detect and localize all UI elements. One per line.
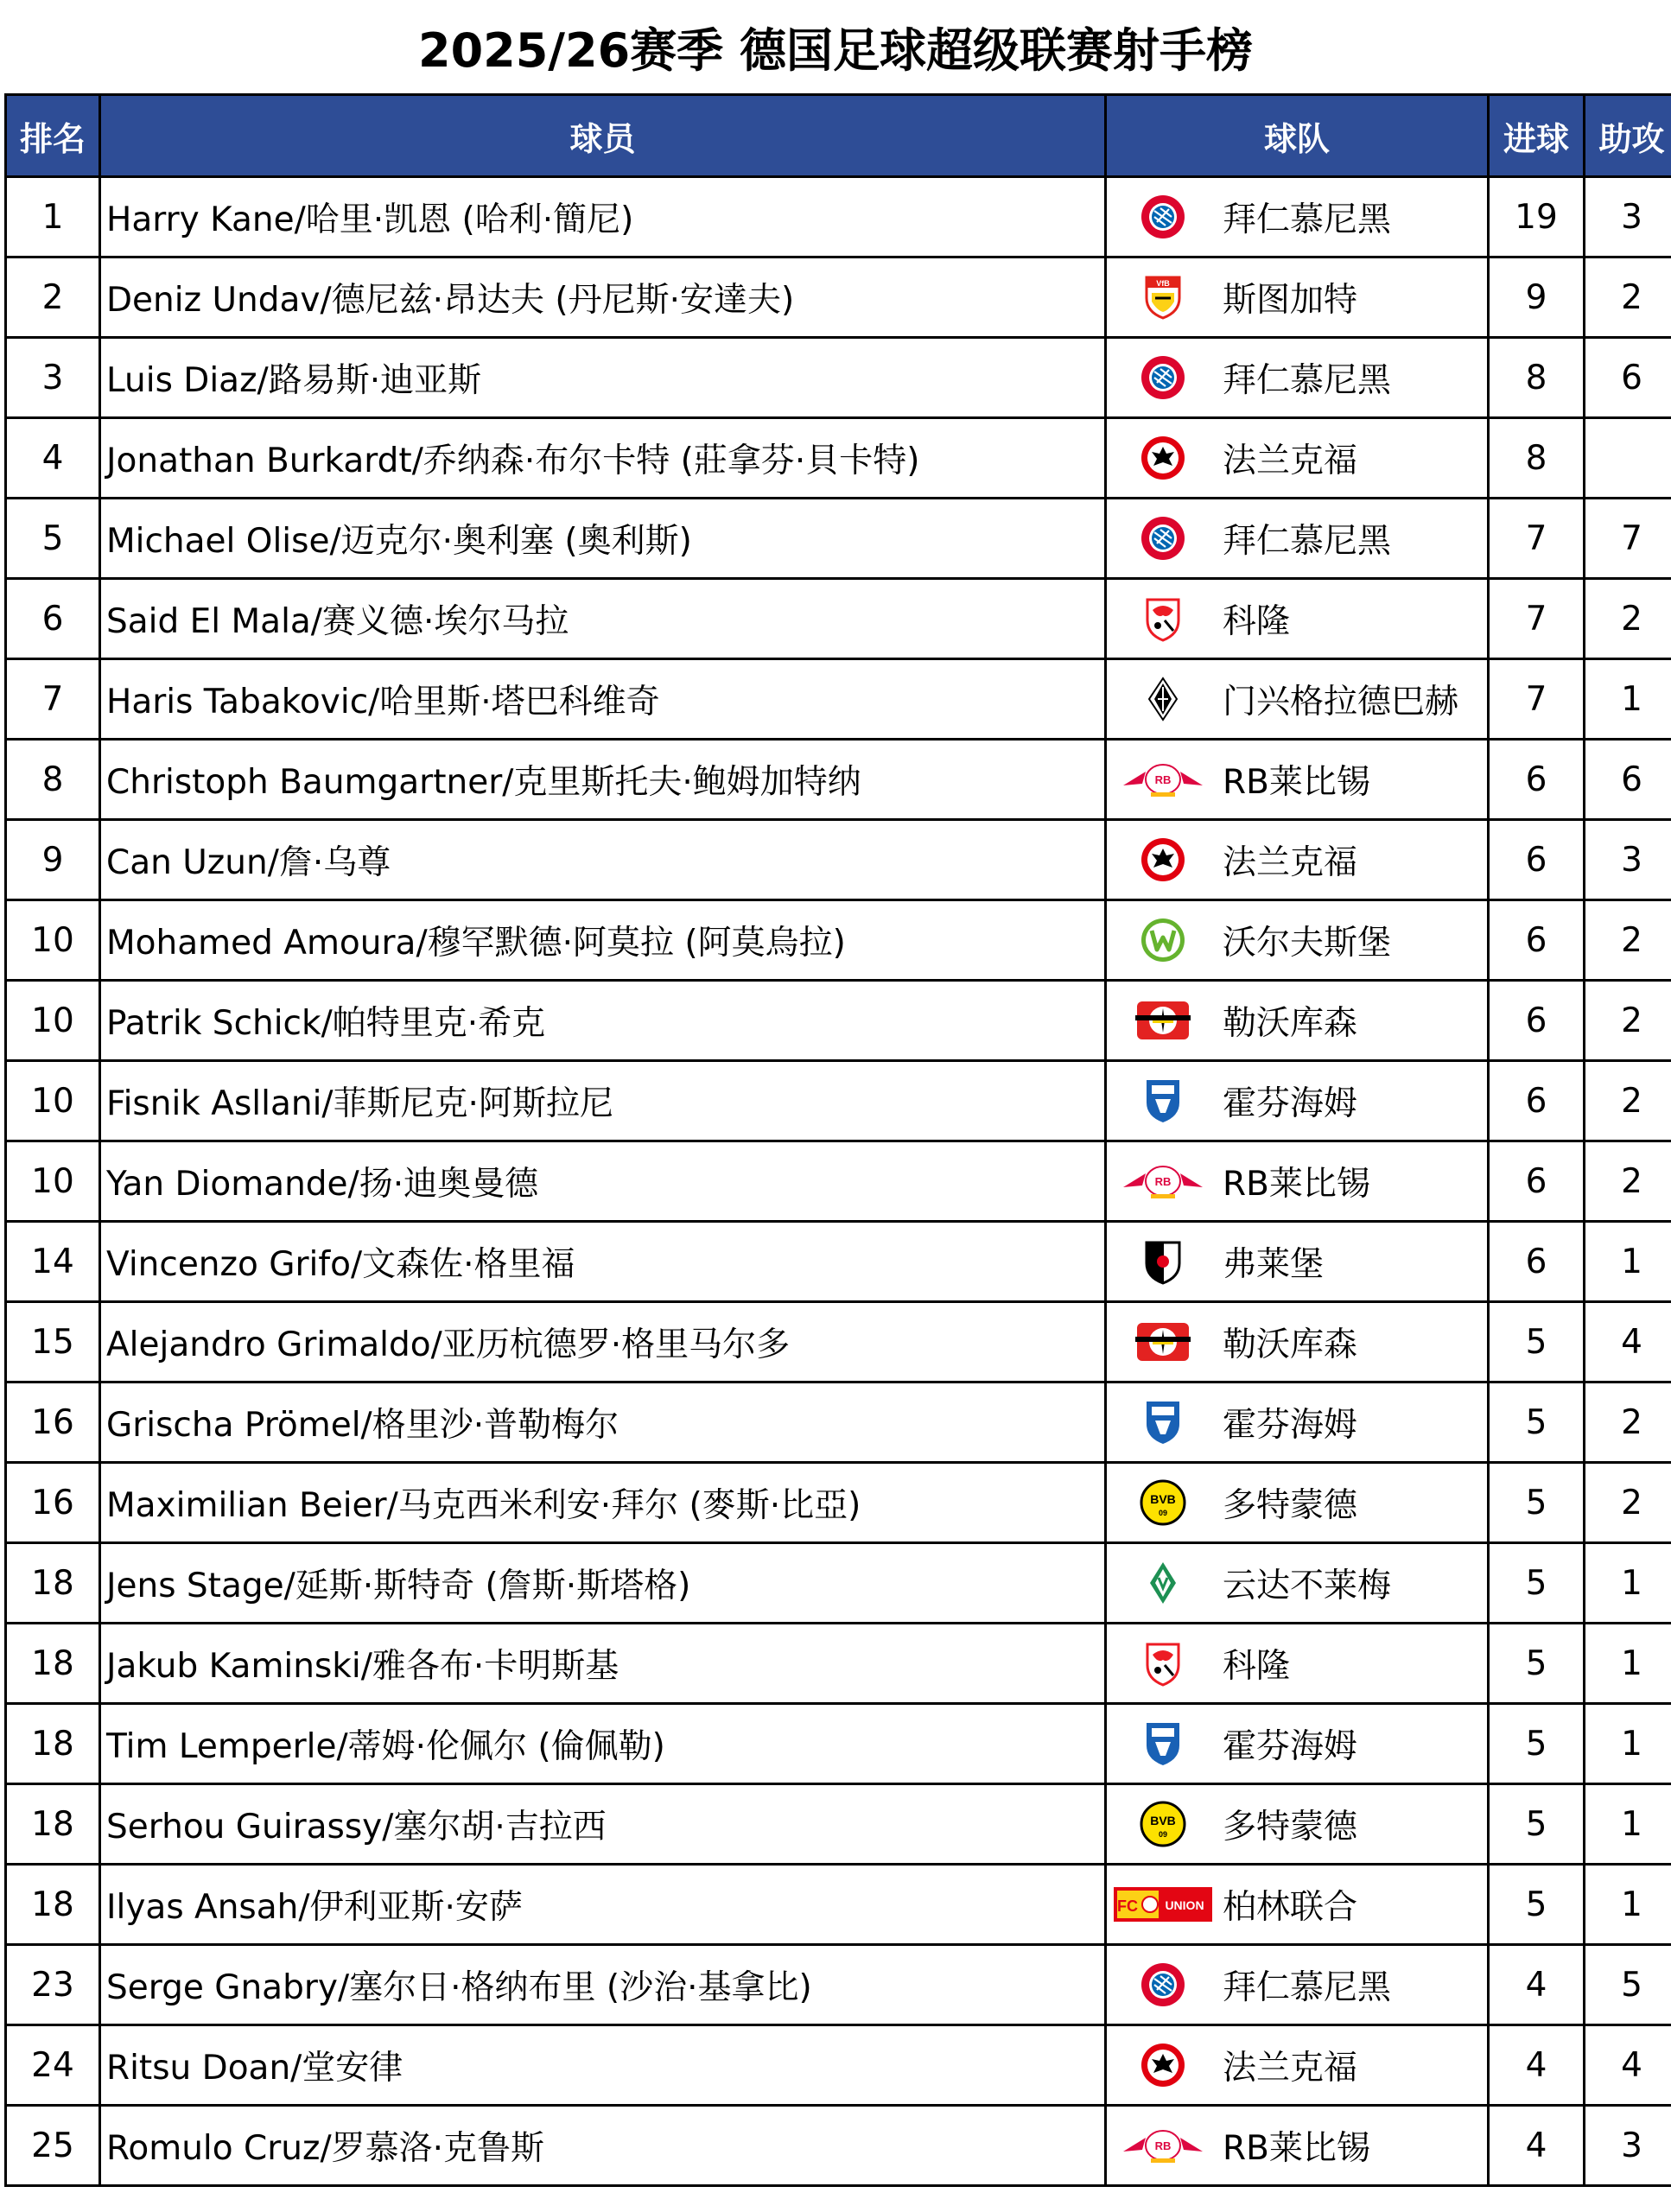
gladbach-icon: [1107, 675, 1219, 723]
team-cell: [1106, 1624, 1489, 1704]
table-row: [6, 2106, 1671, 2186]
rank-cell: 18: [6, 1865, 100, 1945]
team-cell: [1106, 177, 1489, 257]
assists-cell: 6: [1585, 338, 1671, 418]
assists-cell: 5: [1585, 1945, 1671, 2025]
stuttgart-icon: [1107, 274, 1219, 321]
bremen-icon: [1107, 1559, 1219, 1607]
rank-cell: 23: [6, 1945, 100, 2025]
assists-cell: 3: [1585, 2106, 1671, 2186]
rank-cell: 7: [6, 659, 100, 740]
team-name: 法兰克福: [1223, 2049, 1358, 2088]
assists-cell: 2: [1585, 579, 1671, 659]
player-cell: Fisnik Asllani/菲斯尼克·阿斯拉尼: [100, 1061, 1106, 1141]
goals-cell: 7: [1489, 579, 1585, 659]
rank-cell: 16: [6, 1382, 100, 1463]
team-cell: [1106, 1543, 1489, 1624]
rank-cell: 3: [6, 338, 100, 418]
table-row: [6, 338, 1671, 418]
rank-cell: 14: [6, 1222, 100, 1302]
player-cell: Ilyas Ansah/伊利亚斯·安萨: [100, 1865, 1106, 1945]
frankfurt-icon: [1107, 435, 1219, 481]
leverkusen-icon: [1107, 996, 1219, 1045]
hoffenheim-icon: [1107, 1398, 1219, 1446]
goals-cell: 4: [1489, 2025, 1585, 2106]
assists-cell: 2: [1585, 257, 1671, 338]
team-cell: [1106, 740, 1489, 820]
table-row: [6, 659, 1671, 740]
rank-cell: 24: [6, 2025, 100, 2106]
goals-cell: 8: [1489, 338, 1585, 418]
header-team: 球队: [1106, 95, 1489, 177]
team-name: RB莱比锡: [1223, 1165, 1370, 1204]
team-name: 斯图加特: [1223, 281, 1358, 320]
rank-cell: 5: [6, 499, 100, 579]
team-cell: [1106, 1463, 1489, 1543]
player-cell: Ritsu Doan/堂安律: [100, 2025, 1106, 2106]
table-row: [6, 1061, 1671, 1141]
assists-cell: 1: [1585, 1624, 1671, 1704]
table-row: [6, 418, 1671, 499]
team-name: 拜仁慕尼黑: [1223, 522, 1392, 561]
goals-cell: 6: [1489, 740, 1585, 820]
player-cell: Luis Diaz/路易斯·迪亚斯: [100, 338, 1106, 418]
player-cell: Maximilian Beier/马克西米利安·拜尔 (麥斯·比亞): [100, 1463, 1106, 1543]
assists-cell: 2: [1585, 1061, 1671, 1141]
team-cell: [1106, 499, 1489, 579]
team-cell: [1106, 1382, 1489, 1463]
team-cell: [1106, 579, 1489, 659]
team-name: 拜仁慕尼黑: [1223, 1968, 1392, 2007]
frankfurt-icon: [1107, 836, 1219, 883]
table-row: [6, 177, 1671, 257]
team-cell: [1106, 1945, 1489, 2025]
table-row: [6, 1382, 1671, 1463]
table-row: [6, 900, 1671, 981]
table-row: [6, 1463, 1671, 1543]
team-name: 多特蒙德: [1223, 1486, 1358, 1525]
table-header-row: [6, 95, 1671, 177]
goals-cell: 6: [1489, 1141, 1585, 1222]
team-cell: [1106, 1222, 1489, 1302]
team-name: 科隆: [1223, 602, 1291, 641]
table-row: [6, 257, 1671, 338]
leipzig-icon: [1107, 760, 1219, 799]
player-cell: Can Uzun/詹·乌尊: [100, 820, 1106, 900]
koln-icon: [1107, 1639, 1219, 1688]
bayern-icon: [1107, 354, 1219, 401]
goals-cell: 6: [1489, 900, 1585, 981]
rank-cell: 10: [6, 981, 100, 1061]
player-cell: Christoph Baumgartner/克里斯托夫·鲍姆加特纳: [100, 740, 1106, 820]
rank-cell: 10: [6, 1061, 100, 1141]
bayern-icon: [1107, 1961, 1219, 2008]
rank-cell: 1: [6, 177, 100, 257]
team-cell: [1106, 1784, 1489, 1865]
rank-cell: 6: [6, 579, 100, 659]
team-cell: [1106, 2106, 1489, 2186]
team-cell: [1106, 1141, 1489, 1222]
player-cell: Michael Olise/迈克尔·奥利塞 (奧利斯): [100, 499, 1106, 579]
leipzig-icon: [1107, 1161, 1219, 1201]
player-cell: Serge Gnabry/塞尔日·格纳布里 (沙治·基拿比): [100, 1945, 1106, 2025]
goals-cell: 6: [1489, 1061, 1585, 1141]
bayern-icon: [1107, 194, 1219, 240]
player-cell: Harry Kane/哈里·凯恩 (哈利·簡尼): [100, 177, 1106, 257]
goals-cell: 19: [1489, 177, 1585, 257]
header-player: 球员: [100, 95, 1106, 177]
rank-cell: 10: [6, 1141, 100, 1222]
player-cell: Tim Lemperle/蒂姆·伦佩尔 (倫佩勒): [100, 1704, 1106, 1784]
player-cell: Jakub Kaminski/雅各布·卡明斯基: [100, 1624, 1106, 1704]
goals-cell: 4: [1489, 1945, 1585, 2025]
team-cell: [1106, 1704, 1489, 1784]
svg-text:VfB: VfB: [1156, 279, 1170, 288]
assists-cell: 1: [1585, 1222, 1671, 1302]
goals-cell: 5: [1489, 1382, 1585, 1463]
goals-cell: 6: [1489, 981, 1585, 1061]
goals-cell: 9: [1489, 257, 1585, 338]
team-name: 法兰克福: [1223, 442, 1358, 480]
assists-cell: [1585, 418, 1671, 499]
player-cell: Vincenzo Grifo/文森佐·格里福: [100, 1222, 1106, 1302]
rank-cell: 16: [6, 1463, 100, 1543]
player-cell: Said El Mala/赛义德·埃尔马拉: [100, 579, 1106, 659]
header-rank: 排名: [6, 95, 100, 177]
dortmund-icon: [1107, 1479, 1219, 1526]
table-row: [6, 1222, 1671, 1302]
player-cell: Serhou Guirassy/塞尔胡·吉拉西: [100, 1784, 1106, 1865]
team-name: 霍芬海姆: [1223, 1727, 1358, 1766]
table-row: [6, 1865, 1671, 1945]
team-name: 勒沃库森: [1223, 1325, 1358, 1364]
assists-cell: 2: [1585, 1463, 1671, 1543]
assists-cell: 6: [1585, 740, 1671, 820]
svg-text:09: 09: [1158, 1509, 1168, 1517]
goals-cell: 8: [1489, 418, 1585, 499]
goals-cell: 5: [1489, 1463, 1585, 1543]
team-name: 门兴格拉德巴赫: [1223, 683, 1459, 721]
svg-text:09: 09: [1158, 1830, 1168, 1839]
player-cell: Yan Diomande/扬·迪奥曼德: [100, 1141, 1106, 1222]
table-row: [6, 740, 1671, 820]
page-title: 2025/26赛季 德国足球超级联赛射手榜: [418, 22, 1253, 78]
leipzig-icon: [1107, 2126, 1219, 2165]
table-row: [6, 1784, 1671, 1865]
team-cell: [1106, 900, 1489, 981]
rank-cell: 18: [6, 1543, 100, 1624]
assists-cell: 1: [1585, 1784, 1671, 1865]
assists-cell: 3: [1585, 177, 1671, 257]
rank-cell: 18: [6, 1784, 100, 1865]
rank-cell: 25: [6, 2106, 100, 2186]
team-name: 霍芬海姆: [1223, 1406, 1358, 1445]
team-cell: [1106, 2025, 1489, 2106]
team-cell: [1106, 338, 1489, 418]
freiburg-icon: [1107, 1237, 1219, 1286]
assists-cell: 4: [1585, 2025, 1671, 2106]
player-cell: Haris Tabakovic/哈里斯·塔巴科维奇: [100, 659, 1106, 740]
goals-cell: 5: [1489, 1543, 1585, 1624]
dortmund-icon: [1107, 1801, 1219, 1847]
team-cell: [1106, 418, 1489, 499]
player-cell: Romulo Cruz/罗慕洛·克鲁斯: [100, 2106, 1106, 2186]
rank-cell: 2: [6, 257, 100, 338]
team-name: 霍芬海姆: [1223, 1084, 1358, 1123]
team-name: RB莱比锡: [1223, 763, 1370, 802]
team-name: 弗莱堡: [1223, 1245, 1325, 1284]
team-name: 柏林联合: [1223, 1888, 1358, 1927]
table-row: [6, 1543, 1671, 1624]
team-cell: [1106, 820, 1489, 900]
rank-cell: 10: [6, 900, 100, 981]
svg-text:RB: RB: [1154, 2139, 1172, 2152]
assists-cell: 1: [1585, 1865, 1671, 1945]
header-assists: 助攻: [1585, 95, 1671, 177]
assists-cell: 7: [1585, 499, 1671, 579]
svg-text:UNION: UNION: [1165, 1898, 1204, 1912]
assists-cell: 4: [1585, 1302, 1671, 1382]
goals-cell: 5: [1489, 1624, 1585, 1704]
assists-cell: 2: [1585, 981, 1671, 1061]
hoffenheim-icon: [1107, 1077, 1219, 1125]
assists-cell: 3: [1585, 820, 1671, 900]
union-icon: [1107, 1884, 1219, 1925]
svg-text:RB: RB: [1154, 1175, 1172, 1188]
assists-cell: 1: [1585, 1704, 1671, 1784]
assists-cell: 2: [1585, 1382, 1671, 1463]
svg-text:BVB: BVB: [1150, 1814, 1176, 1827]
goals-cell: 6: [1489, 820, 1585, 900]
goals-cell: 7: [1489, 499, 1585, 579]
goals-cell: 5: [1489, 1865, 1585, 1945]
team-name: 多特蒙德: [1223, 1808, 1358, 1847]
team-name: 拜仁慕尼黑: [1223, 361, 1392, 400]
assists-cell: 1: [1585, 659, 1671, 740]
team-cell: [1106, 257, 1489, 338]
player-cell: Deniz Undav/德尼兹·昂达夫 (丹尼斯·安達夫): [100, 257, 1106, 338]
player-cell: Patrik Schick/帕特里克·希克: [100, 981, 1106, 1061]
table-row: [6, 1704, 1671, 1784]
assists-cell: 1: [1585, 1543, 1671, 1624]
table-row: [6, 579, 1671, 659]
table-row: [6, 1624, 1671, 1704]
rank-cell: 18: [6, 1624, 100, 1704]
team-name: 科隆: [1223, 1647, 1291, 1686]
table-row: [6, 820, 1671, 900]
goals-cell: 4: [1489, 2106, 1585, 2186]
goals-cell: 5: [1489, 1302, 1585, 1382]
player-cell: Alejandro Grimaldo/亚历杭德罗·格里马尔多: [100, 1302, 1106, 1382]
svg-text:BVB: BVB: [1150, 1492, 1176, 1506]
rank-cell: 9: [6, 820, 100, 900]
rank-cell: 15: [6, 1302, 100, 1382]
svg-text:RB: RB: [1154, 773, 1172, 786]
svg-text:FC: FC: [1117, 1897, 1138, 1915]
bayern-icon: [1107, 515, 1219, 562]
koln-icon: [1107, 594, 1219, 643]
frankfurt-icon: [1107, 2042, 1219, 2088]
goals-cell: 5: [1489, 1704, 1585, 1784]
table-row: [6, 1302, 1671, 1382]
hoffenheim-icon: [1107, 1719, 1219, 1768]
team-cell: [1106, 659, 1489, 740]
goals-cell: 6: [1489, 1222, 1585, 1302]
goals-cell: 7: [1489, 659, 1585, 740]
table-row: [6, 981, 1671, 1061]
team-name: 云达不莱梅: [1223, 1567, 1392, 1605]
header-goals: 进球: [1489, 95, 1585, 177]
table-row: [6, 2025, 1671, 2106]
table-row: [6, 499, 1671, 579]
assists-cell: 2: [1585, 1141, 1671, 1222]
rank-cell: 18: [6, 1704, 100, 1784]
player-cell: Jens Stage/延斯·斯特奇 (詹斯·斯塔格): [100, 1543, 1106, 1624]
rank-cell: 4: [6, 418, 100, 499]
player-cell: Grischa Prömel/格里沙·普勒梅尔: [100, 1382, 1106, 1463]
team-name: 沃尔夫斯堡: [1223, 924, 1392, 963]
scorers-table: [4, 93, 1671, 2187]
team-cell: [1106, 1061, 1489, 1141]
table-row: [6, 1945, 1671, 2025]
table-row: [6, 1141, 1671, 1222]
assists-cell: 2: [1585, 900, 1671, 981]
team-cell: [1106, 1865, 1489, 1945]
team-name: RB莱比锡: [1223, 2129, 1370, 2168]
player-cell: Jonathan Burkardt/乔纳森·布尔卡特 (莊拿芬·貝卡特): [100, 418, 1106, 499]
goals-cell: 5: [1489, 1784, 1585, 1865]
team-name: 法兰克福: [1223, 843, 1358, 882]
team-cell: [1106, 1302, 1489, 1382]
player-cell: Mohamed Amoura/穆罕默德·阿莫拉 (阿莫烏拉): [100, 900, 1106, 981]
wolfsburg-icon: [1107, 917, 1219, 963]
team-name: 拜仁慕尼黑: [1223, 200, 1392, 239]
leverkusen-icon: [1107, 1318, 1219, 1366]
team-cell: [1106, 981, 1489, 1061]
team-name: 勒沃库森: [1223, 1004, 1358, 1043]
rank-cell: 8: [6, 740, 100, 820]
